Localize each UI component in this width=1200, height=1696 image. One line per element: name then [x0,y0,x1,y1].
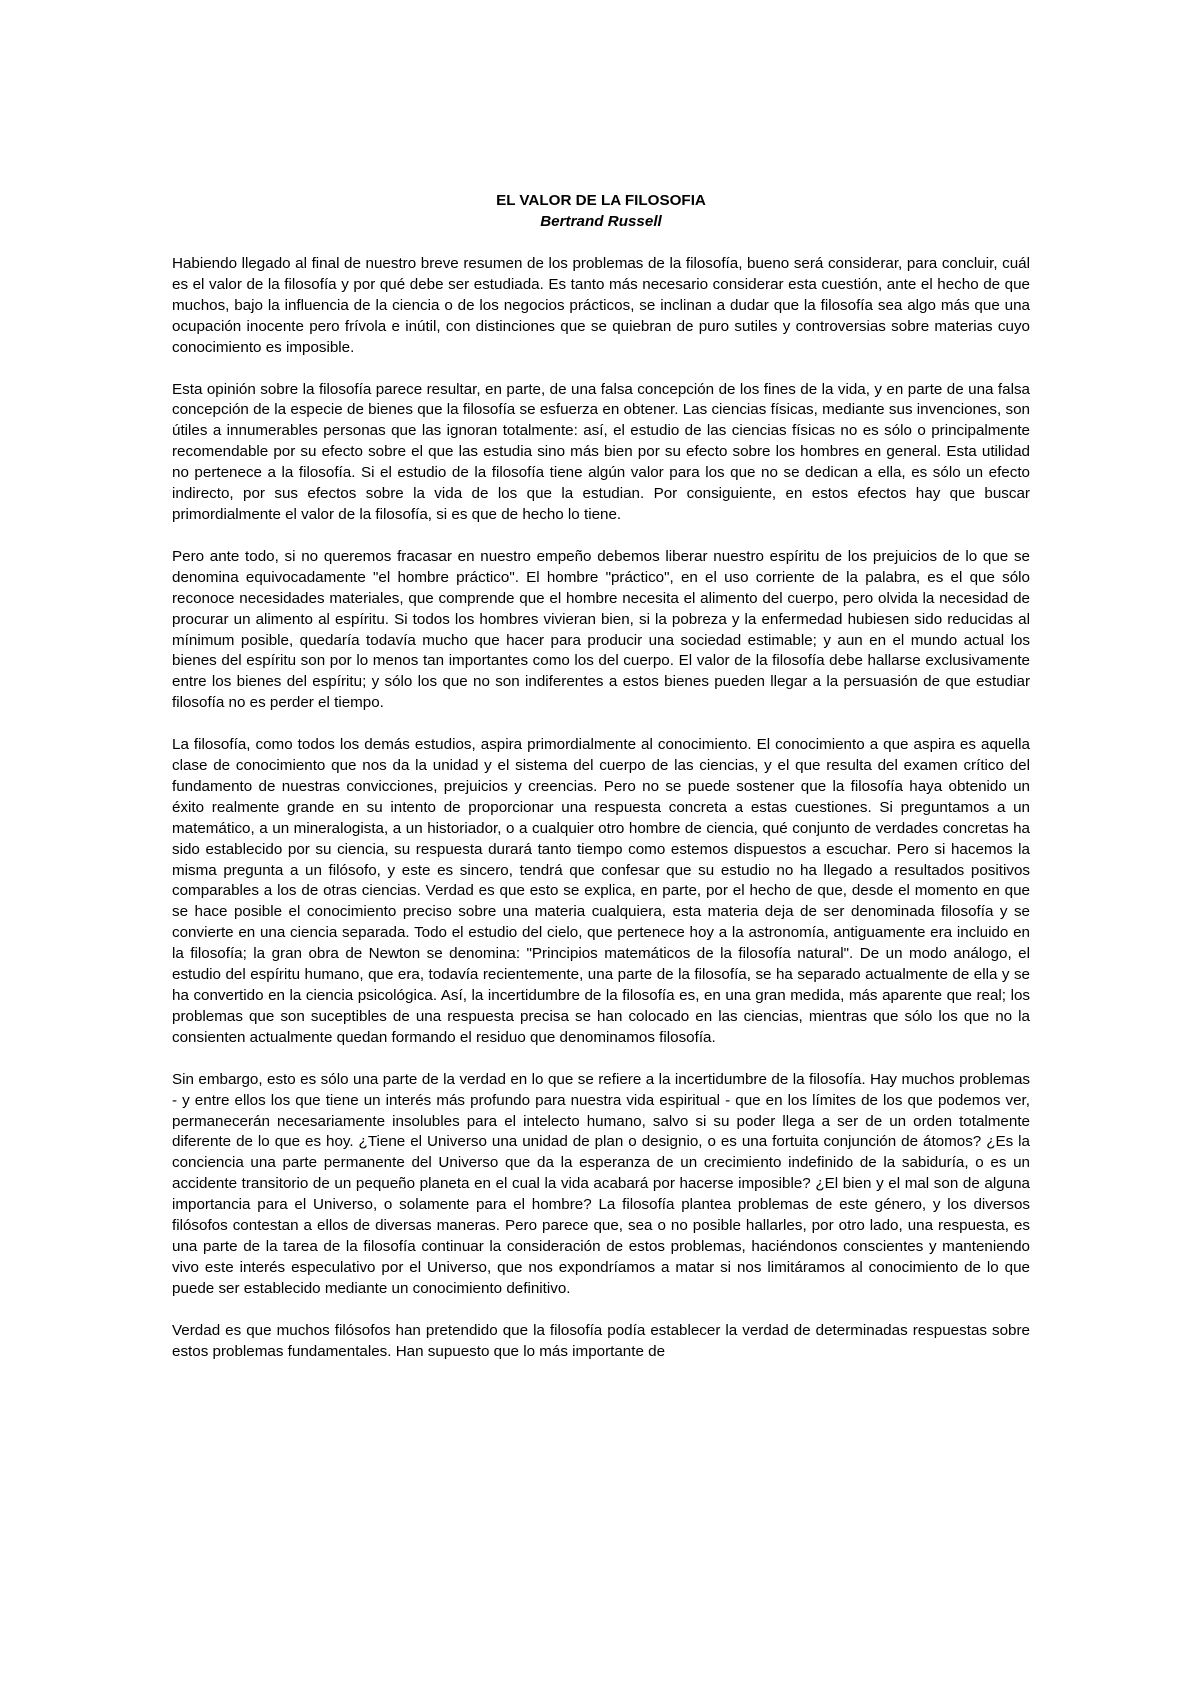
paragraph-4: La filosofía, como todos los demás estudios, aspira primordialmente al conocimiento. El conocimiento a que aspira es aquella clase de conocimiento que nos da la unidad y el sistema del cuerpo de las ciencias, y el que resulta del examen crítico del fundamento de nuestras convicciones, prejuicios y creencias. Pero no se puede sostener que la filosofía haya obtenido un éxito realmente grande en su intento de proporcionar una respuesta concreta a estas cuestiones. Si preguntamos a un matemático, a un mineralogista, a un historiador, o a cualquier otro hombre de ciencia, qué conjunto de verdades concretas ha sido establecido por su ciencia, su respuesta durará tanto tiempo como estemos dispuestos a escuchar. Pero si hacemos la misma pregunta a un filósofo, y este es sincero, tendrá que confesar que su estudio no ha llegado a resultados positivos comparables a los de otras ciencias. Verdad es que esto se explica, en parte, por el hecho de que, desde el momento en que se hace posible el conocimiento preciso sobre una materia cualquiera, esta materia deja de ser denominada filosofía y se convierte en una ciencia separada. Todo el estudio del cielo, que pertenece hoy a la astronomía, antiguamente era incluido en la filosofía; la gran obra de Newton se denomina: "Principios matemáticos de la filosofía natural". De un modo análogo, el estudio del espíritu humano, que era, todavía recientemente, una parte de la filosofía, se ha separado actualmente de ella y se ha convertido en la ciencia psicológica. Así, la incertidumbre de la filosofía es, en una gran medida, más aparente que real; los problemas que son suceptibles de una respuesta precisa se han colocado en las ciencias, mientras que sólo los que no la consienten actualmente quedan formando el residuo que denominamos filosofía. [172,736,1030,1046]
paragraph-3: Pero ante todo, si no queremos fracasar en nuestro empeño debemos liberar nuestro espíritu de los prejuicios de lo que se denomina equivocadamente "el hombre práctico". El hombre "práctico", en el uso corriente de la palabra, es el que sólo reconoce necesidades materiales, que comprende que el hombre necesita el alimento del cuerpo, pero olvida la necesidad de procurar un alimento al espíritu. Si todos los hombres vivieran bien, si la pobreza y la enfermedad hubiesen sido reducidas al mínimum posible, quedaría todavía mucho que hacer para producir una sociedad estimable; y aun en el mundo actual los bienes del espíritu son por lo menos tan importantes como los del cuerpo. El valor de la filosofía debe hallarse exclusivamente entre los bienes del espíritu; y sólo los que no son indiferentes a estos bienes pueden llegar a la persuasión de que estudiar filosofía no es perder el tiempo. [172,547,1030,712]
document-body [172,254,1030,1363]
paragraph-2: Esta opinión sobre la filosofía parece resultar, en parte, de una falsa concepción de los fines de la vida, y en parte de una falsa concepción de la especie de bienes que la filosofía se esfuerza en obtener. Las ciencias físicas, mediante sus invenciones, son útiles a innumerables personas que las ignoran totalmente: así, el estudio de las ciencias físicas no es sólo o principalmente recomendable por su efecto sobre el que las estudia sino más bien por su efecto sobre los hombres en general. Esta utilidad no pertenece a la filosofía. Si el estudio de la filosofía tiene algún valor para los que no se dedican a ella, es sólo un efecto indirecto, por sus efectos sobre la vida de los que la estudian. Por consiguiente, en estos efectos hay que buscar primordialmente el valor de la filosofía, si es que de hecho lo tiene. [172,380,1030,523]
document-title: EL VALOR DE LA FILOSOFIA [496,192,706,209]
document-content [172,190,1030,1384]
paragraph-1: Habiendo llegado al final de nuestro breve resumen de los problemas de la filosofía, bueno será considerar, para concluir, cuál es el valor de la filosofía y por qué debe ser estudiada. Es tanto más necesario considerar esta cuestión, ante el hecho de que muchos, bajo la influencia de la ciencia o de los negocios prácticos, se inclinan a dudar que la filosofía sea algo más que una ocupación inocente pero frívola e inútil, con distinciones que se quiebran de puro sutiles y controversias sobre materias cuyo conocimiento es imposible. [172,255,1030,356]
document-author: Bertrand Russell [540,213,662,230]
paragraph-6: Verdad es que muchos filósofos han pretendido que la filosofía podía establecer la verdad de determinadas respuestas sobre estos problemas fundamentales. Han supuesto que lo más importante de [172,1321,1030,1360]
paragraph-5: Sin embargo, esto es sólo una parte de la verdad en lo que se refiere a la incertidumbre de la filosofía. Hay muchos problemas - y entre ellos los que tiene un interés más profundo para nuestra vida espiritual - que en los límites de los que podemos ver, permanecerán necesariamente insolubles para el intelecto humano, salvo si su poder llega a ser de un orden totalmente diferente de lo que es hoy. ¿Tiene el Universo una unidad de plan o designio, o es una fortuita conjunción de átomos? ¿Es la conciencia una parte permanente del Universo que da la esperanza de un crecimiento indefinido de la sabiduría, o es un accidente transitorio de un pequeño planeta en el cual la vida acabará por hacerse imposible? ¿El bien y el mal son de alguna importancia para el Universo, o solamente para el hombre? La filosofía plantea problemas de este género, y los diversos filósofos contestan a ellos de diversas maneras. Pero parece que, sea o no posible hallarles, por otro lado, una respuesta, es una parte de la tarea de la filosofía continuar la consideración de estos problemas, haciéndonos conscientes y manteniendo vivo este interés especulativo por el Universo, que nos expondríamos a matar si nos limitáramos al conocimiento de lo que puede ser establecido mediante un conocimiento definitivo. [172,1070,1030,1297]
